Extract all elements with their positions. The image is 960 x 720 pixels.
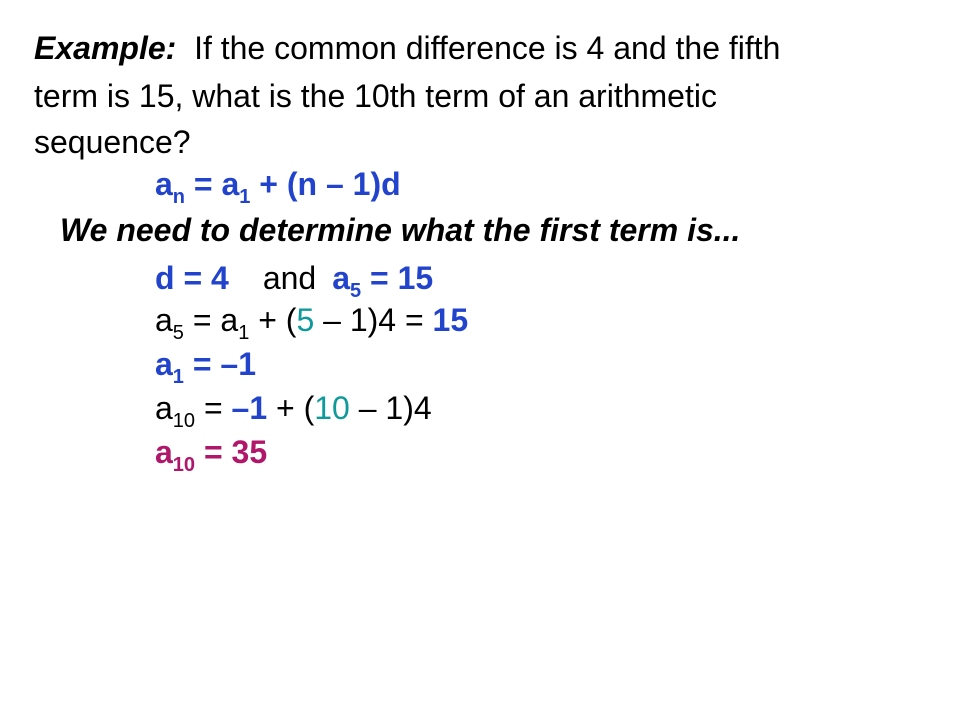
given-line <box>155 260 434 302</box>
formula-a: a <box>155 166 173 202</box>
formula-rest: + (n – 1)d <box>250 166 401 202</box>
given-a: a <box>332 260 350 296</box>
example-text-3: sequence? <box>34 124 191 160</box>
example-text-2: term is 15, what is the 10th term of an arithmetic <box>34 78 717 114</box>
result1-line <box>155 346 256 388</box>
given-d: d = 4 <box>155 260 229 296</box>
general-formula <box>155 166 401 208</box>
step1-val: 15 <box>432 302 469 338</box>
step1-eq: = a <box>183 302 239 338</box>
step2-rest: – 1)4 <box>349 390 432 426</box>
example-line-1 <box>34 32 780 64</box>
step1-sub-1: 1 <box>238 322 250 344</box>
answer-a: a <box>155 434 173 470</box>
formula-sub-1: 1 <box>239 186 251 208</box>
result1-rest: = –1 <box>183 346 256 382</box>
step2-eq: = <box>195 390 232 426</box>
step1-a: a <box>155 302 173 338</box>
given-and: and <box>262 260 317 296</box>
step1-n: 5 <box>296 302 315 338</box>
step2-sub-10: 10 <box>172 410 196 432</box>
step1-sub-5: 5 <box>172 322 184 344</box>
answer-rest: = 35 <box>195 434 268 470</box>
note-line <box>60 214 740 246</box>
step1-line <box>155 302 469 344</box>
step1-paren: + ( <box>249 302 297 338</box>
answer-sub-10: 10 <box>172 454 196 476</box>
example-label: Example: <box>34 30 177 66</box>
step2-a1: –1 <box>231 390 268 426</box>
answer-line <box>155 434 268 476</box>
step2-a: a <box>155 390 173 426</box>
result1-a: a <box>155 346 173 382</box>
step2-paren: + ( <box>267 390 315 426</box>
given-rest: = 15 <box>361 260 434 296</box>
given-sub-5: 5 <box>350 280 362 302</box>
formula-sub-n: n <box>172 186 186 208</box>
formula-eq: = a <box>185 166 240 202</box>
note-text: We need to determine what the first term is... <box>60 212 741 248</box>
example-text-1: If the common difference is 4 and the fifth <box>194 30 781 66</box>
result1-sub-1: 1 <box>172 366 184 388</box>
example-line-2 <box>34 80 717 112</box>
step1-mid: – 1)4 = <box>314 302 433 338</box>
step2-line <box>155 390 432 432</box>
example-line-3 <box>34 126 191 158</box>
step2-n: 10 <box>314 390 350 426</box>
